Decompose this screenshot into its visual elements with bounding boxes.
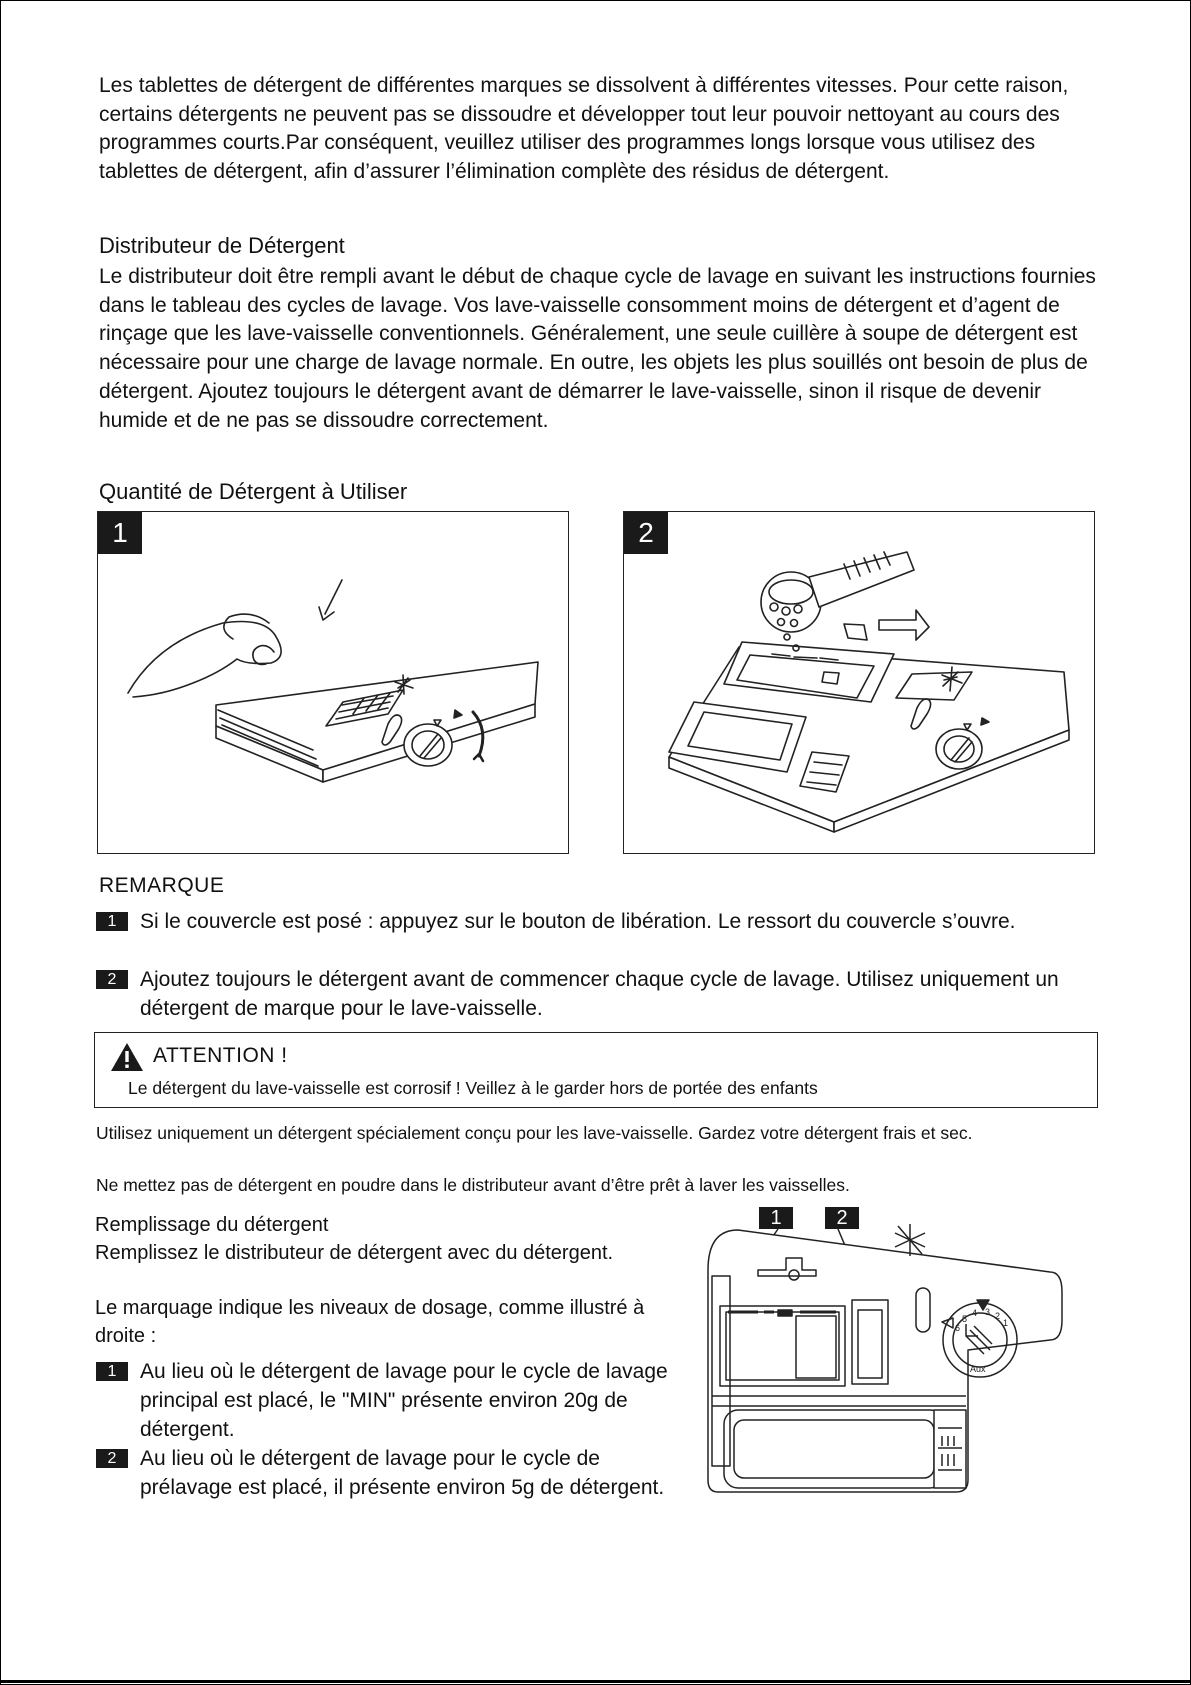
filling-text-1: Au lieu où le détergent de lavage pour le cycle de lavage principal est placé, le "MIN" présente environ 20g de détergent. bbox=[140, 1360, 668, 1441]
note-item-2 bbox=[96, 965, 1096, 1020]
warning-box bbox=[94, 1032, 1098, 1108]
dosage-diagram bbox=[698, 1200, 1068, 1500]
note-text-2: Ajoutez toujours le détergent avant de commencer chaque cycle de lavage. Utilisez uniquement un détergent de marque pour le lave-vaisselle. bbox=[140, 968, 1059, 1020]
dispenser-paragraph: Le distributeur doit être rempli avant le début de chaque cycle de lavage en suivant les instructions fournies dans le tableau des cycles de lavage. Vos lave-vaisselle consomment moins de détergent et d’agent de rinçage que les lave-vaisselle conventionnels. Généralement, une seule cuillère à soupe de détergent est nécessaire pour une charge de lavage normale. En outre, les objets les plus souillés ont besoin de plus de détergent. Ajoutez toujours le détergent avant de démarrer le lave-vaisselle, sinon il risque de devenir humide et de ne pas se dissoudre correctement. bbox=[99, 265, 1096, 432]
note-text-1: Si le couvercle est posé : appuyez sur le bouton de libération. Le ressort du couvercle s’ouvre. bbox=[140, 910, 1016, 933]
diagram-label-2: 2 bbox=[825, 1207, 859, 1229]
filling-paragraph-1: Remplissez le distributeur de détergent avec du détergent. bbox=[95, 1242, 614, 1264]
figure-1 bbox=[97, 511, 569, 854]
intro-paragraph: Les tablettes de détergent de différentes marques se dissolvent à différentes vitesses. Pour cette raison, certains détergents ne peuvent pas se dissoudre et développer tout leur pouvoir nettoyant au cours des programmes courts.Par conséquent, veuillez utiliser des programmes longs lorsque vous utilisez des tablettes de détergent, afin d’assurer l’élimination complète des résidus de détergent. bbox=[99, 74, 1069, 184]
svg-text:3: 3 bbox=[985, 1307, 991, 1317]
dial-aux-label: Aux bbox=[970, 1364, 986, 1374]
footer-rule bbox=[0, 1680, 1191, 1683]
advice-paragraph-1: Utilisez uniquement un détergent spécialement conçu pour les lave-vaisselle. Gardez votre détergent frais et sec. bbox=[96, 1123, 973, 1143]
diagram-label-1: 1 bbox=[759, 1207, 793, 1229]
advice-paragraph-2: Ne mettez pas de détergent en poudre dans le distributeur avant d’être prêt à laver les vaisselles. bbox=[96, 1175, 850, 1195]
figure-2 bbox=[623, 511, 1095, 854]
filling-item-1 bbox=[96, 1357, 676, 1441]
quantity-heading: Quantité de Détergent à Utiliser bbox=[99, 479, 408, 504]
filling-text-2: Au lieu où le détergent de lavage pour le cycle de prélavage est placé, il présente environ 5g de détergent. bbox=[140, 1447, 665, 1499]
svg-text:5: 5 bbox=[962, 1314, 968, 1324]
filling-item-2 bbox=[96, 1444, 676, 1499]
note-item-1 bbox=[96, 907, 1096, 936]
note-title: REMARQUE bbox=[99, 874, 225, 897]
filling-heading: Remplissage du détergent bbox=[95, 1214, 329, 1236]
filling-badge-2: 2 bbox=[96, 1449, 128, 1468]
note-badge-1: 1 bbox=[96, 912, 128, 931]
note-badge-2: 2 bbox=[96, 970, 128, 989]
dispenser-filling-illustration bbox=[624, 512, 1094, 853]
dispenser-press-illustration bbox=[98, 512, 568, 853]
warning-icon bbox=[109, 1041, 145, 1073]
dispenser-heading: Distributeur de Détergent bbox=[99, 233, 345, 258]
filling-paragraph-2: Le marquage indique les niveaux de dosage, comme illustré à droite : bbox=[95, 1297, 645, 1347]
svg-text:1: 1 bbox=[1003, 1318, 1009, 1328]
warning-text: Le détergent du lave-vaisselle est corrosif ! Veillez à le garder hors de portée des enfants bbox=[128, 1078, 818, 1098]
warning-title: ATTENTION ! bbox=[153, 1044, 288, 1067]
svg-text:2: 2 bbox=[995, 1311, 1001, 1321]
figure-1-number: 1 bbox=[98, 512, 142, 554]
filling-badge-1: 1 bbox=[96, 1362, 128, 1381]
svg-text:4: 4 bbox=[972, 1308, 978, 1318]
figure-2-number: 2 bbox=[624, 512, 668, 554]
svg-text:6: 6 bbox=[955, 1323, 961, 1333]
